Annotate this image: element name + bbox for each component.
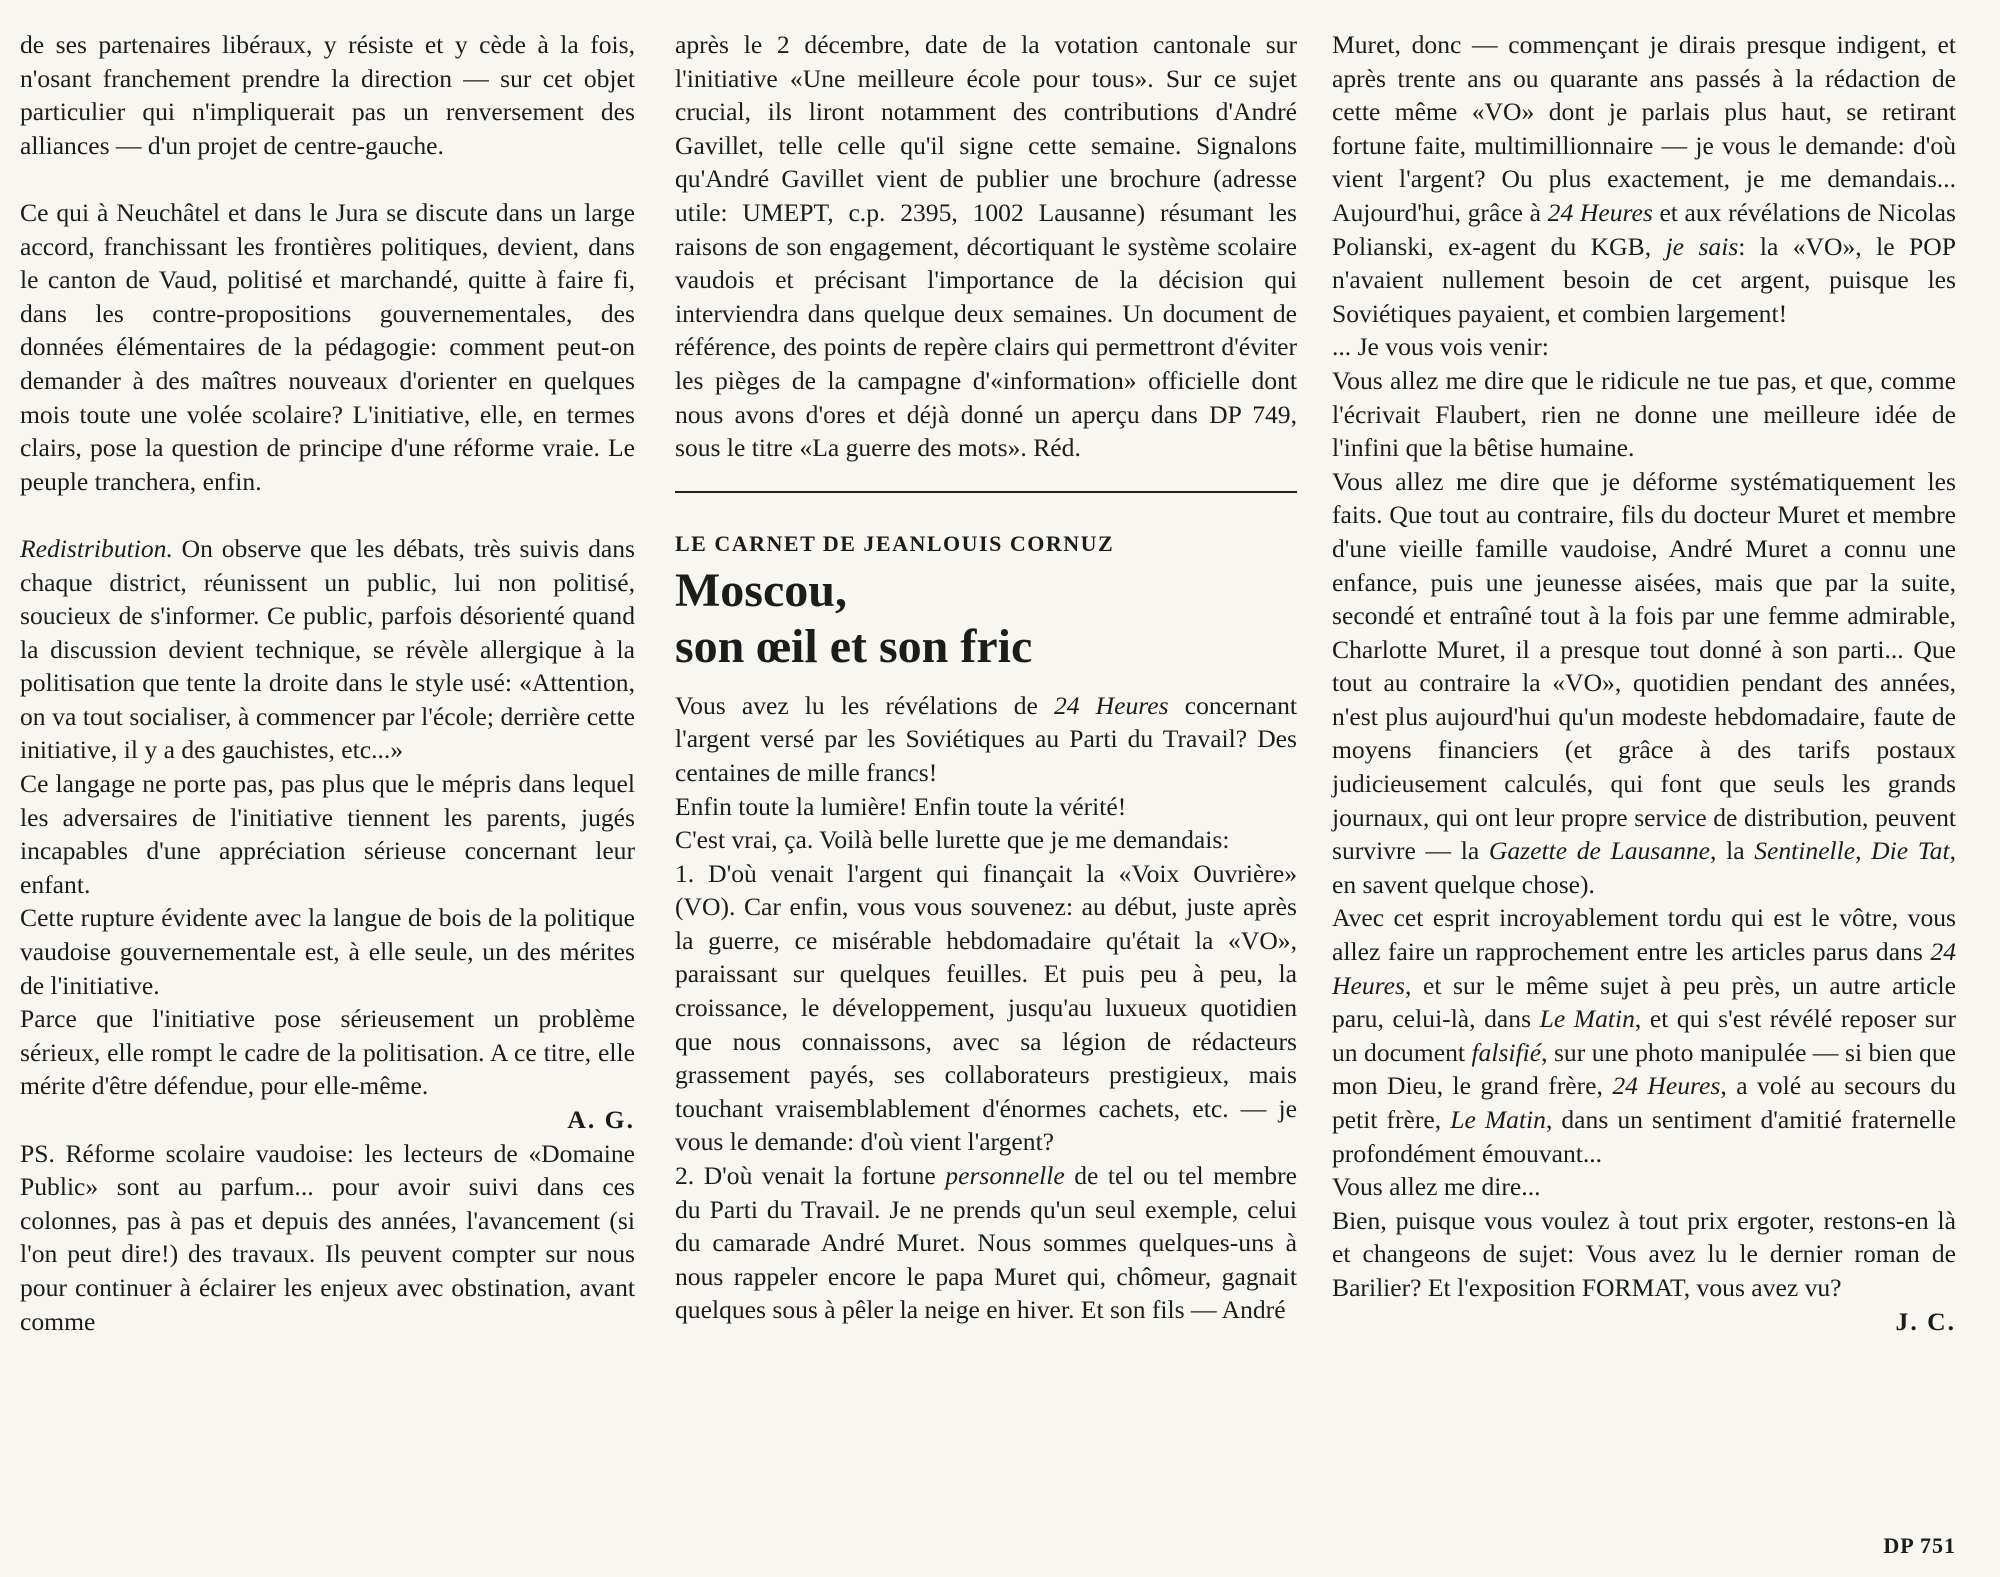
page-footer: DP 751 <box>1883 1533 1956 1558</box>
publication-name: Le Matin <box>1539 1004 1635 1034</box>
signature: J. C. <box>1895 1306 1956 1336</box>
paragraph <box>1332 465 1956 902</box>
text: , sur une photo manipulée — si bien que mon Dieu, le grand frère, <box>1332 1037 1956 1101</box>
text: , et sur le même sujet à peu près, un autre article paru, celui-là, dans <box>1332 970 1956 1034</box>
section-lead: Redistribution. <box>20 533 173 563</box>
publication-name: 24 Heures <box>1612 1071 1721 1101</box>
headline-line: son œil et son fric <box>675 619 1033 673</box>
text: , et qui s'est révélé reposer sur un document <box>1332 1004 1956 1067</box>
publication-name: 24 Heures <box>1053 690 1169 720</box>
text: de tel ou tel membre du Parti du Travail. Je ne prends qu'un seul exemple, celui du camarade André Muret. Nous sommes quelques-uns à nous rappeler encore le papa Muret qui, chômeur, gagnait quelques sous à pêler la neige en hiver. Et son fils — André <box>675 1161 1297 1325</box>
paragraph: Parce que l'initiative pose sérieusement un problème sérieux, elle rompt le cadre de la politisation. A ce titre, elle mérite d'être défendue, pour elle-même. <box>20 1004 635 1101</box>
article-kicker: LE CARNET DE JEANLOUIS CORNUZ <box>675 530 1115 556</box>
paragraph: Enfin toute la lumière! Enfin toute la vérité! <box>675 791 1127 821</box>
text: Avec cet esprit incroyablement tordu qui est le vôtre, vous allez faire un rapprochement entre les articles parus dans <box>1332 903 1956 967</box>
headline-line: Moscou, <box>675 563 847 617</box>
publication-name: Sentinelle, Die Tat <box>1754 836 1950 866</box>
paragraph-text: On observe que les débats, très suivis dans chaque district, réunissent un public, lui non politisé, soucieux de s'informer. Ce public, parfois désorienté quand la discussion devient technique, se révèle allergique à la politisation que tente la droite dans le style usé: «Attention, on va tout socialiser, à commencer par l'école; derrière cette initiative, il y a des gauchistes, etc...» <box>20 533 635 765</box>
signature: A. G. <box>567 1105 635 1134</box>
paragraph: 1. D'où venait l'argent qui finançait la «Voix Ouvrière» (VO). Car enfin, vous vous souvenez: au début, juste après la guerre, ce misérable hebdomadaire qu'était la «VO», paraissant sur quelques feuilles. Et puis peu à peu, la croissance, le développement, jusqu'au luxueux quotidien que nous connaissons, avec sa légion de rédacteurs grassement payés, ses collaborateurs prestigieux, mais touchant vraisemblablement d'énormes cachets, etc. — je vous le demande: d'où vient l'argent? <box>675 858 1297 1157</box>
paragraph <box>20 532 635 767</box>
paragraph: Ce qui à Neuchâtel et dans le Jura se discute dans un large accord, franchissant les frontières politiques, devient, dans le canton de Vaud, politisé et marchandé, quitte à faire fi, dans les contre-propositions gouvernementales, des données élémentaires de la pédagogie: comment peut-on demander à des maîtres nouveaux d'orienter en quelques mois toute une volée scolaire? L'initiative, elle, en termes clairs, pose la question de principe d'une réforme vraie. Le peuple tranchera, enfin. <box>20 197 635 496</box>
column-middle <box>675 28 1297 1327</box>
paragraph <box>675 689 1297 790</box>
paragraph: Cette rupture évidente avec la langue de bois de la politique vaudoise gouvernementale est, à elle seule, un des mérites de l'initiative. <box>20 903 635 1000</box>
text: 2. D'où venait la fortune <box>675 1161 946 1191</box>
paragraph: C'est vrai, ça. Voilà belle lurette que je me demandais: <box>675 825 1230 855</box>
publication-name: 24 Heures <box>1332 937 1956 1000</box>
text: , en savent quelque chose). <box>1332 836 1956 899</box>
text: Vous allez me dire que je déforme systématiquement les faits. Que tout au contraire, fils du docteur Muret et membre d'une vieille famille vaudoise, André Muret a connu une enfance, puis une jeunesse aisées, mais que par la suite, secondé et entraîné tout à la fois par une femme admirable, Charlotte Muret, il a presque tout donné à son parti... Que tout au contraire la «VO», quotidien pendant des années, n'est plus aujourd'hui qu'un modeste hebdomadaire, faute de moyens financiers (et grâce à des tarifs postaux judicieusement calculés, qui font que seuls les grands journaux, qui ont leur propre service de distribution, peuvent survivre — la <box>1332 466 1956 866</box>
article-headline <box>675 563 1297 675</box>
publication-name: Gazette de Lausanne <box>1488 836 1711 866</box>
paragraph: Vous allez me dire... <box>1332 1172 1541 1202</box>
column-left <box>20 28 635 1338</box>
text: Muret, donc — commençant je dirais presque indigent, et après trente ans ou quarante ans passés à la rédaction de cette même «VO» dont je parlais plus haut, se retirant fortune faite, multimillionnaire — je vous le demande: d'où vient l'argent? Ou plus exactement, je me demandais... Aujourd'hui, grâce à <box>1332 30 1956 227</box>
text: et aux révélations de Nicolas Polianski, ex-agent du KGB, <box>1332 197 1956 261</box>
paragraph: ... Je vous vois venir: <box>1332 332 1549 362</box>
emphasis: falsifié <box>1471 1037 1542 1067</box>
emphasis: personnelle <box>945 1161 1065 1191</box>
paragraph: Vous allez me dire que le ridicule ne tue pas, et que, comme l'écrivait Flaubert, rien ne donne une meilleure idée de l'infini que la bêtise humaine. <box>1332 365 1956 463</box>
divider <box>675 491 1297 493</box>
paragraph: de ses partenaires libéraux, y résiste et y cède à la fois, n'osant franchement prendre la direction — sur cet objet particulier qui n'impliquerait pas un renversement des alliances — d'un projet de centre-gauche. <box>20 30 635 160</box>
paragraph: Ce langage ne porte pas, pas plus que le mépris dans lequel les adversaires de l'initiative tiennent les parents, jugés incapables d'une appréciation sérieuse concernant leur enfant. <box>20 769 635 899</box>
paragraph: Bien, puisque vous voulez à tout prix ergoter, restons-en là et changeons de sujet: Vous avez lu le dernier roman de Barilier? Et l'exposition FORMAT, vous avez vu? <box>1332 1205 1956 1302</box>
paragraph <box>675 1159 1297 1327</box>
text: , dans un sentiment d'amitié fraternelle profondément émouvant... <box>1332 1105 1956 1168</box>
text: , la <box>1710 836 1755 866</box>
postscript: PS. Réforme scolaire vaudoise: les lecteurs de «Domaine Public» sont au parfum... pour avoir suivi dans ces colonnes, pas à pas et depuis des années, l'avancement (si l'on peut dire!) des travaux. Ils peuvent compter sur nous pour continuer à éclairer les enjeux avec obstination, avant comme <box>20 1138 635 1336</box>
publication-name: 24 Heures <box>1547 197 1653 227</box>
text: concernant l'argent versé par les Soviétiques au Parti du Travail? Des centaines de mille francs! <box>675 690 1297 787</box>
text: : la «VO», le POP n'avaient nullement besoin de cet argent, puisque les Soviétiques payaient, et combien largement! <box>1332 231 1956 328</box>
paragraph: après le 2 décembre, date de la votation cantonale sur l'initiative «Une meilleure école pour tous». Sur ce sujet crucial, ils liront notamment des contributions d'André Gavillet, telle celle qu'il signe cette semaine. Signalons qu'André Gavillet vient de publier une brochure (adresse utile: UMEPT, c.p. 2395, 1002 Lausanne) résumant les raisons de son engagement, décortiquant le système scolaire vaudois et précisant l'importance de la décision qui interviendra dans quelque deux semaines. Un document de référence, des points de repère clairs qui permettront d'éviter les pièges de la campagne d'«information» officielle dont nous avons d'ores et déjà donné un aperçu dans DP 749, sous le titre «La guerre des mots». Réd. <box>675 30 1297 463</box>
paragraph <box>1332 901 1956 1170</box>
emphasis: je sais <box>1665 231 1739 261</box>
text: Vous avez lu les révélations de <box>675 690 1054 720</box>
column-right <box>1332 28 1956 1338</box>
text: , a volé au secours du petit frère, <box>1332 1071 1956 1134</box>
paragraph <box>1332 28 1956 330</box>
publication-name: Le Matin <box>1450 1105 1546 1134</box>
